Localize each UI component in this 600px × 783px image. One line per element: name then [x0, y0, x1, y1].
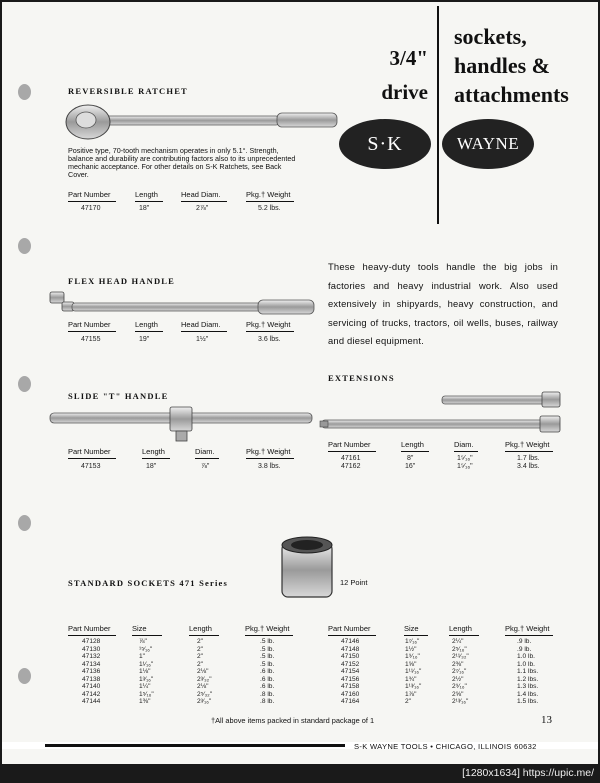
socket-cell: ⅞" — [139, 638, 147, 645]
slide-weight: 3.8 lbs. — [258, 463, 281, 470]
socket-cell: 1¾" — [405, 675, 417, 683]
col-size: Size — [132, 624, 147, 633]
socket-cell: 1.5 lbs. — [517, 698, 539, 705]
col-length: Length — [135, 320, 158, 329]
col-length: Length — [189, 624, 212, 633]
socket-cell: .8 lb. — [260, 690, 275, 698]
socket-cell: .5 lb. — [260, 653, 275, 660]
ratchet-description: Positive type, 70-tooth mechanism operates in only 5.1°. Strength, balance and durability are contributing factors also to its unprecedented mechanic acceptance. For other details on S-K Ratchets, see Back Cover. — [68, 146, 296, 179]
socket-cell: 47160 — [341, 690, 360, 698]
socket-cell: 47148 — [341, 645, 360, 653]
ratchet-image — [64, 100, 344, 146]
header-divider — [437, 6, 439, 224]
socket-cell: 1⅜" — [139, 698, 151, 705]
col-part-number: Part Number — [68, 190, 111, 199]
socket-cell: 47156 — [341, 675, 360, 683]
header-rule — [181, 331, 227, 332]
flex-part: 47155 — [81, 336, 101, 343]
socket-cell: 47164 — [341, 698, 360, 705]
header-rule — [68, 331, 116, 332]
slide-part: 47153 — [81, 463, 101, 470]
socket-cell: 47154 — [341, 668, 360, 675]
socket-cell: 2⁷⁄₁₆" — [452, 668, 467, 675]
socket-cell: 2⁹⁄₁₆" — [452, 683, 467, 690]
socket-cell: 1.1 lbs. — [517, 668, 539, 675]
socket-cell: 1⅝" — [405, 660, 417, 668]
drive-size: 3/4" — [389, 46, 428, 70]
socket-cell: 1⅞" — [405, 690, 417, 698]
header-rule — [68, 201, 116, 202]
socket-cell: .6 lb. — [260, 668, 275, 675]
point-label: 12 Point — [340, 578, 368, 587]
ext-diam: 1⁵⁄₁₆" — [457, 455, 473, 462]
header-rule — [68, 635, 116, 636]
socket-cell: 2½" — [452, 675, 464, 683]
col-weight: Pkg.† Weight — [246, 447, 291, 456]
socket-cell: 2" — [197, 638, 204, 645]
title-line: sockets, — [454, 24, 527, 49]
col-weight: Pkg.† Weight — [245, 624, 290, 633]
col-head-diam: Head Diam. — [181, 190, 221, 199]
socket-cell: 1½" — [405, 645, 417, 653]
socket-cell: 2³⁄₃₂" — [197, 675, 212, 683]
socket-cell: 47134 — [82, 660, 101, 668]
extensions-image — [318, 388, 566, 438]
socket-cell: 2⅝" — [452, 690, 464, 698]
socket-cell: 2⅛" — [197, 668, 209, 675]
socket-cell: 2" — [197, 660, 204, 668]
intro-paragraph: These heavy-duty tools handle the big jobs in factories and heavy industrial work. Also used extensively in shipyards, heavy construction, and servicing of trucks, tractors, oil wells, buses, railway and diesel equipment. — [328, 261, 558, 346]
flex-handle-image — [46, 288, 318, 318]
header-rule — [181, 201, 227, 202]
col-part-number: Part Number — [328, 624, 371, 633]
socket-cell: ¹⁵⁄₁₆" — [139, 645, 153, 653]
header-rule — [454, 451, 478, 452]
socket-cell: 2" — [197, 653, 204, 660]
socket-cell: 1.0 lb. — [517, 653, 535, 660]
socket-cell: 2³⁄₁₆" — [197, 698, 212, 705]
binder-hole — [18, 376, 31, 392]
footer-rule — [45, 744, 345, 747]
socket-cell: 1¼" — [139, 683, 151, 690]
watermark-text: [1280x1634] https://upic.me/ — [462, 767, 594, 779]
footer-company: S-K WAYNE TOOLS — [354, 742, 428, 751]
col-part-number: Part Number — [68, 320, 111, 329]
footer-city: CHICAGO, ILLINOIS — [435, 742, 512, 751]
header-rule — [135, 201, 163, 202]
socket-cell: 2¹¹⁄₃₂" — [452, 653, 469, 660]
socket-cell: 47146 — [341, 638, 360, 645]
socket-cell: 47136 — [82, 668, 101, 675]
socket-cell: 1⁹⁄₁₆" — [405, 653, 420, 660]
col-weight: Pkg.† Weight — [246, 320, 291, 329]
col-weight: Pkg.† Weight — [505, 440, 550, 449]
header-rule — [132, 635, 162, 636]
header-rule — [449, 635, 479, 636]
socket-cell: 2⁵⁄₃₂" — [197, 690, 213, 698]
col-length: Length — [142, 447, 165, 456]
socket-cell: .5 lb. — [260, 645, 275, 653]
socket-cell: .9 lb. — [517, 645, 532, 653]
binder-hole — [18, 84, 31, 100]
ext-length: 16" — [405, 463, 416, 470]
socket-cell: 1" — [139, 653, 146, 660]
right-length-column — [452, 638, 469, 706]
col-length: Length — [401, 440, 424, 449]
header-rule — [404, 635, 428, 636]
ext-part: 47161 — [341, 455, 361, 462]
socket-cell: 47144 — [82, 698, 101, 705]
col-part-number: Part Number — [68, 447, 111, 456]
header-rule — [135, 331, 163, 332]
socket-cell: 1⁵⁄₁₆" — [139, 690, 154, 698]
col-size: Size — [404, 624, 419, 633]
socket-cell: 47140 — [82, 683, 101, 690]
socket-cell: 1.0 lb. — [517, 660, 535, 668]
col-length: Length — [449, 624, 472, 633]
footer-bullet: • — [430, 742, 434, 751]
slide-t-handle-image — [48, 404, 314, 444]
flex-heading: FLEX HEAD HANDLE — [68, 276, 176, 286]
socket-cell: 1⁷⁄₁₆" — [405, 638, 420, 645]
col-part-number: Part Number — [68, 624, 111, 633]
header-rule — [505, 635, 553, 636]
footnote: †All above items packed in standard package of 1 — [211, 716, 375, 725]
title-line: attachments — [454, 82, 569, 107]
col-head-diam: Head Diam. — [181, 320, 221, 329]
col-diam: Diam. — [195, 447, 215, 456]
socket-cell: 2⁵⁄₁₆" — [452, 645, 467, 653]
header-rule — [246, 331, 294, 332]
right-part-column — [341, 638, 359, 706]
left-size-column — [139, 638, 154, 706]
header-rule — [142, 458, 170, 459]
socket-cell: 47138 — [82, 675, 101, 683]
socket-cell: 1³⁄₁₆" — [139, 675, 154, 683]
header-rule — [195, 458, 219, 459]
col-diam: Diam. — [454, 440, 474, 449]
socket-cell: .6 lb. — [260, 675, 275, 683]
header-rule — [245, 635, 293, 636]
socket-cell: 2" — [405, 698, 412, 705]
header-rule — [246, 201, 294, 202]
socket-cell: 1.2 lbs. — [517, 675, 539, 683]
page-title — [454, 22, 569, 109]
binder-hole — [18, 515, 31, 531]
title-line: handles & — [454, 53, 550, 78]
header-rule — [401, 451, 429, 452]
socket-cell: .9 lb. — [517, 638, 532, 645]
ratchet-length: 18" — [139, 205, 150, 212]
binder-hole — [18, 668, 31, 684]
footer-text — [354, 742, 537, 751]
drive-label: drive — [381, 80, 428, 104]
header-rule — [68, 458, 116, 459]
footer-zip: 60632 — [514, 742, 537, 751]
ext-weight: 3.4 lbs. — [517, 463, 540, 470]
socket-cell: 2" — [197, 645, 204, 653]
col-weight: Pkg.† Weight — [505, 624, 550, 633]
socket-cell: .8 lb. — [260, 698, 275, 705]
header-rule — [505, 451, 553, 452]
watermark-bar — [0, 765, 600, 783]
socket-cell: 47142 — [82, 690, 101, 698]
sk-logo: S·K — [339, 119, 431, 169]
extensions-heading: EXTENSIONS — [328, 373, 395, 383]
right-size-column — [405, 638, 421, 706]
right-weight-column — [517, 638, 538, 706]
socket-cell: 47158 — [341, 683, 360, 690]
catalog-page — [2, 2, 598, 764]
col-part-number: Part Number — [328, 440, 371, 449]
wayne-logo: WAYNE — [442, 119, 534, 169]
socket-cell: 2⅛" — [197, 683, 209, 690]
ext-weight: 1.7 lbs. — [517, 455, 540, 462]
socket-cell: 1⅛" — [139, 668, 151, 675]
socket-cell: 1¹⁄₁₆" — [139, 660, 154, 668]
socket-cell: .5 lb. — [260, 660, 275, 668]
left-weight-column — [260, 638, 274, 706]
ext-length: 8" — [407, 455, 414, 462]
sockets-heading: STANDARD SOCKETS 471 Series — [68, 578, 228, 588]
col-length: Length — [135, 190, 158, 199]
socket-cell: 47150 — [341, 653, 360, 660]
flex-head-diam: 1½" — [196, 336, 209, 343]
socket-cell: 47128 — [82, 638, 101, 645]
slide-heading: SLIDE "T" HANDLE — [68, 391, 169, 401]
socket-cell: 2¹³⁄₁₆" — [452, 698, 469, 705]
slide-diam: ⅞" — [201, 463, 210, 470]
socket-cell: 1¹¹⁄₁₆" — [405, 668, 422, 675]
binder-hole — [18, 238, 31, 254]
socket-cell: 1.3 lbs. — [517, 683, 539, 690]
left-length-column — [197, 638, 212, 706]
header-rule — [246, 458, 294, 459]
ratchet-head-diam: 2⅞" — [196, 205, 209, 212]
socket-cell: .6 lb. — [260, 683, 275, 690]
header-rule — [328, 635, 376, 636]
flex-weight: 3.6 lbs. — [258, 336, 281, 343]
ratchet-part: 47170 — [81, 205, 101, 212]
left-part-column — [82, 638, 100, 706]
socket-image — [278, 533, 336, 603]
socket-cell: 2⅜" — [452, 660, 464, 668]
socket-cell: 47152 — [341, 660, 360, 668]
flex-length: 19" — [139, 336, 150, 343]
header-rule — [189, 635, 219, 636]
ext-diam: 1⁵⁄₁₆" — [457, 463, 473, 470]
socket-cell: 2¼" — [452, 638, 464, 645]
header-rule — [328, 451, 376, 452]
socket-cell: 47132 — [82, 653, 101, 660]
slide-length: 18" — [146, 463, 157, 470]
socket-cell: 1.4 lbs. — [517, 690, 539, 698]
ext-part: 47162 — [341, 463, 361, 470]
ratchet-heading: REVERSIBLE RATCHET — [68, 86, 188, 96]
socket-cell: 1¹³⁄₁₆" — [405, 683, 422, 690]
page-number: 13 — [541, 714, 552, 726]
socket-cell: .5 lb. — [260, 638, 275, 645]
socket-cell: 47130 — [82, 645, 101, 653]
col-weight: Pkg.† Weight — [246, 190, 291, 199]
ratchet-weight: 5.2 lbs. — [258, 205, 281, 212]
